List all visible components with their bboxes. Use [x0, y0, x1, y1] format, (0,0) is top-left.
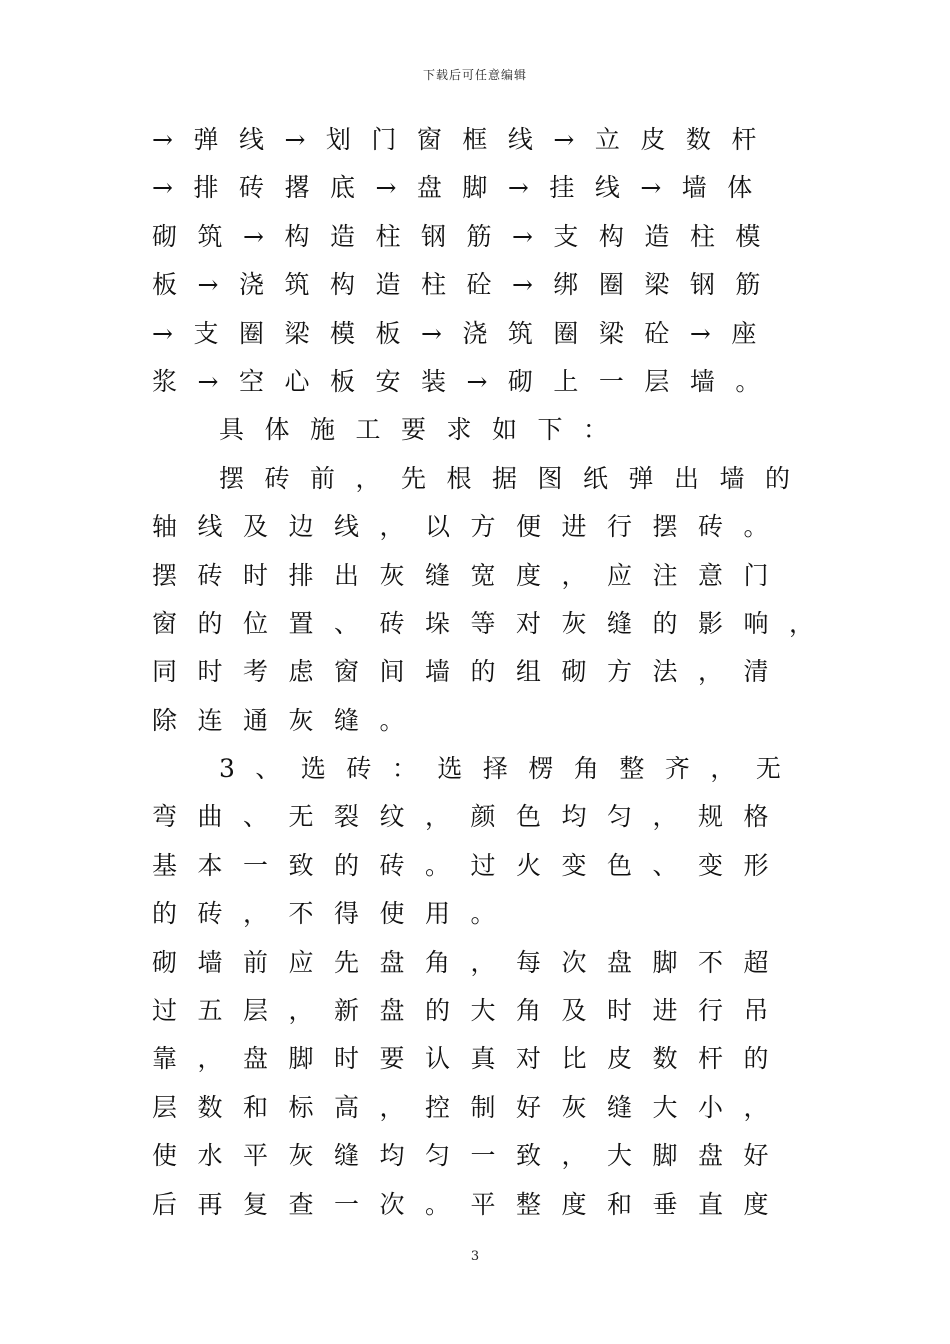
text-line: →弹线→划门窗框线→立皮数杆: [152, 125, 777, 154]
page-header: 下载后可任意编辑: [422, 68, 527, 82]
text-line: 弯曲、无裂纹，颜色均匀，规格: [152, 802, 790, 832]
document-body: [152, 116, 842, 1229]
text-line: 的砖，不得使用。: [152, 899, 517, 929]
text-line: 同时考虑窗间墙的组砌方法，清: [152, 657, 790, 687]
text-line: 除连通灰缝。: [152, 705, 426, 735]
text-line: 具体施工要求如下：: [219, 415, 629, 445]
text-line: →支圈梁模板→浇筑圈梁砼→座: [152, 318, 777, 348]
text-line: →排砖撂底→盘脚→挂线→墙体: [152, 173, 773, 203]
text-line: 摆砖前，先根据图纸弹出墙的: [219, 463, 811, 493]
text-line: 砌墙前应先盘角，每次盘脚不超: [152, 947, 790, 977]
text-line: 板→浇筑构造柱砼→绑圈梁钢筋: [152, 270, 781, 300]
text-line: 基本一致的砖。过火变色、变形: [152, 850, 790, 880]
text-line: 使水平灰缝均匀一致，大脚盘好: [152, 1141, 790, 1171]
text-line: 浆→空心板安装→砌上一层墙。: [152, 366, 781, 396]
text-line: 靠，盘脚时要认真对比皮数杆的: [152, 1044, 790, 1074]
text-line: 层数和标高，控制好灰缝大小，: [152, 1092, 790, 1122]
text-line: 窗的位置、砖垛等对灰缝的影响，: [152, 608, 835, 638]
text-line: 砌筑→构造柱钢筋→支构造柱模: [152, 221, 781, 251]
text-line: 3、选砖：选择楞角整齐，无: [219, 754, 802, 784]
text-line: 轴线及边线，以方便进行摆砖。: [152, 512, 790, 542]
text-line: 后再复查一次。平整度和垂直度: [152, 1189, 790, 1219]
text-line: 摆砖时排出灰缝宽度，应注意门: [152, 560, 790, 590]
page-number: 3: [470, 1249, 480, 1264]
text-line: 过五层，新盘的大角及时进行吊: [152, 996, 790, 1026]
